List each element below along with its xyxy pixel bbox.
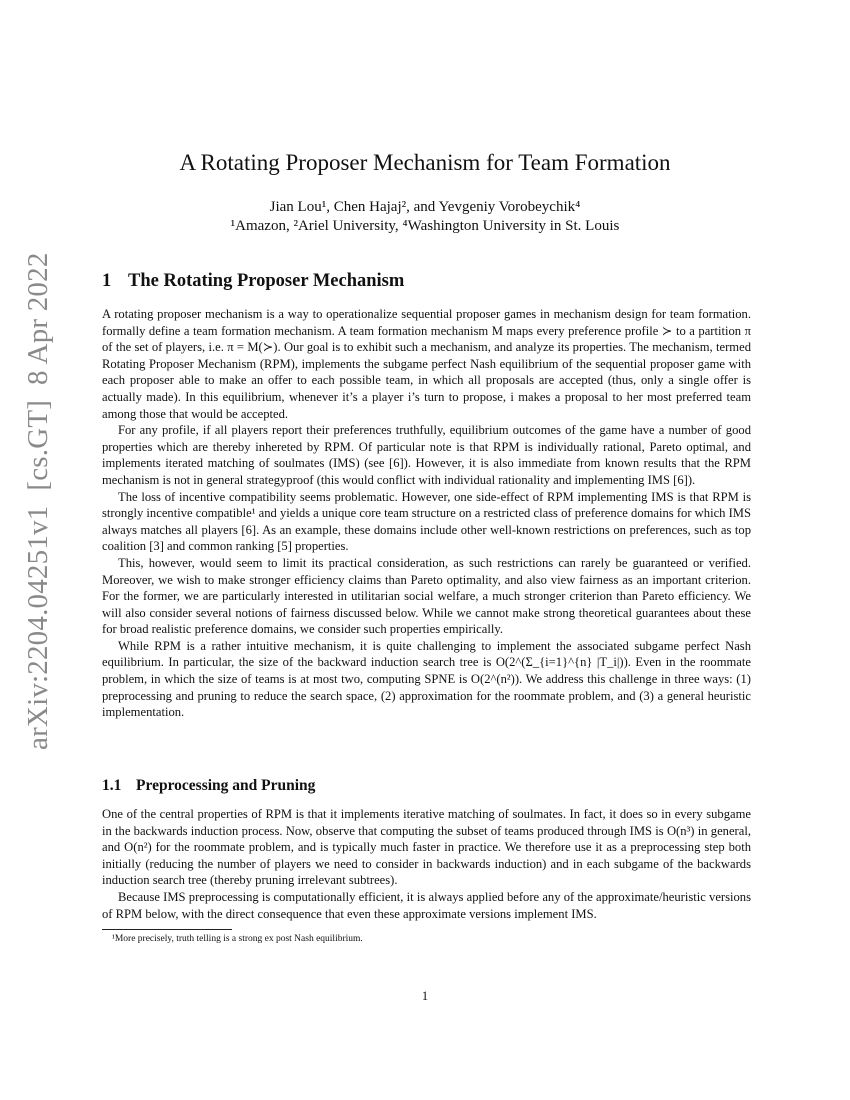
section-1-heading: [102, 271, 751, 292]
author-block: [0, 198, 850, 236]
author-names: Jian Lou¹, Chen Hajaj², and Yevgeniy Vorobeychik⁴: [269, 199, 581, 215]
section-1-1: [102, 777, 751, 795]
section-1: [102, 271, 751, 292]
paragraph: While RPM is a rather intuitive mechanism, it is quite challenging to implement the associated subgame perfect Nash equilibrium. In particular, the size of the backward induction search tree is O(2^(Σ_{i=1}^{n} |T_i|)). Even in the roommate problem, in which the size of teams is at most two, computing SPNE is O(2^(n²)). We address this challenge in three ways: (1) preprocessing and pruning to reduce the search space, (2) approximation for the roommate problem, and (3) a general heuristic implementation.: [102, 638, 751, 720]
section-1-title: The Rotating Proposer Mechanism: [128, 271, 405, 291]
paragraph: The loss of incentive compatibility seems problematic. However, one side-effect of RPM implementing IMS is that RPM is strongly incentive compatible¹ and yields a unique core team structure on a restricted class of preference domains for which IMS always matches all players [6]. As an example, these domains include other well-known restrictions on preferences, such as top coalition [3] and common ranking [5] properties.: [102, 489, 751, 554]
section-1-number: 1: [102, 271, 112, 291]
footnote-rule: [102, 929, 232, 930]
paper-title: A Rotating Proposer Mechanism for Team Formation: [179, 150, 671, 175]
section-1-body: [102, 306, 751, 721]
page-number: 1: [421, 989, 429, 1003]
arxiv-identifier: arXiv:2204.04251v1 [cs.GT] 8 Apr 2022: [22, 252, 54, 750]
section-1-1-body: [102, 806, 751, 922]
paragraph: Because IMS preprocessing is computationally efficient, it is always applied before any of the approximate/heuristic versions of RPM below, with the direct consequence that even these approximate versions implement IMS.: [102, 889, 751, 921]
paragraph: A rotating proposer mechanism is a way to operationalize sequential proposer games in mechanism design for team formation. formally define a team formation mechanism. A team formation mechanism M maps every preference profile ≻ to a partition π of the set of players, i.e. π = M(≻). Our goal is to exhibit such a mechanism, and analyze its properties. The mechanism, termed Rotating Proposer Mechanism (RPM), implements the subgame perfect Nash equilibrium of the sequential proposer game with each proposer able to make an offer to each possible team, in which all proposals are accepted (thus, only a single offer is actually made). In this equilibrium, whenever it’s a player i’s turn to propose, i makes a proposal to her most preferred team among those that would be accepted.: [102, 307, 751, 421]
section-1-1-title: Preprocessing and Pruning: [136, 777, 316, 794]
section-1-1-heading: [102, 777, 751, 795]
paragraph: One of the central properties of RPM is that it implements iterative matching of soulmates. In fact, it does so in every subgame in the backwards induction process. Now, observe that computing the subset of teams produced through IMS is O(n³) in general, and O(n²) for the roommate problem, and is typically much faster in practice. We therefore use it as a preprocessing step both initially (reducing the number of players we need to consider in backwards induction) and in each subgame of the backwards induction search tree (thereby pruning irrelevant subtrees).: [102, 807, 751, 888]
section-1-1-number: 1.1: [102, 777, 122, 794]
author-affiliations: ¹Amazon, ²Ariel University, ⁴Washington University in St. Louis: [230, 218, 620, 234]
paragraph: This, however, would seem to limit its practical consideration, as such restrictions can rarely be guaranteed or verified. Moreover, we wish to make stronger efficiency claims than Pareto optimality, and also view fairness as an important criterion. For the former, we are particularly interested in utilitarian social welfare, a much stronger criterion than Pareto efficiency. We will also consider several notions of fairness discussed below. While we cannot make strong theoretical guarantees about these for broad realistic preference domains, we consider such properties empirically.: [102, 555, 751, 637]
footnote: ¹More precisely, truth telling is a strong ex post Nash equilibrium.: [112, 934, 363, 944]
paragraph: For any profile, if all players report their preferences truthfully, equilibrium outcomes of the game have a number of good properties which are thereby inhereted by RPM. Of particular note is that RPM is individually rational, Pareto optimal, and implements iterated matching of soulmates (IMS) (see [6]). However, it is also immediate from known results that the RPM mechanism is not in general strategyproof (this would conflict with individual rationality and implementing IMS [6]).: [102, 423, 751, 487]
